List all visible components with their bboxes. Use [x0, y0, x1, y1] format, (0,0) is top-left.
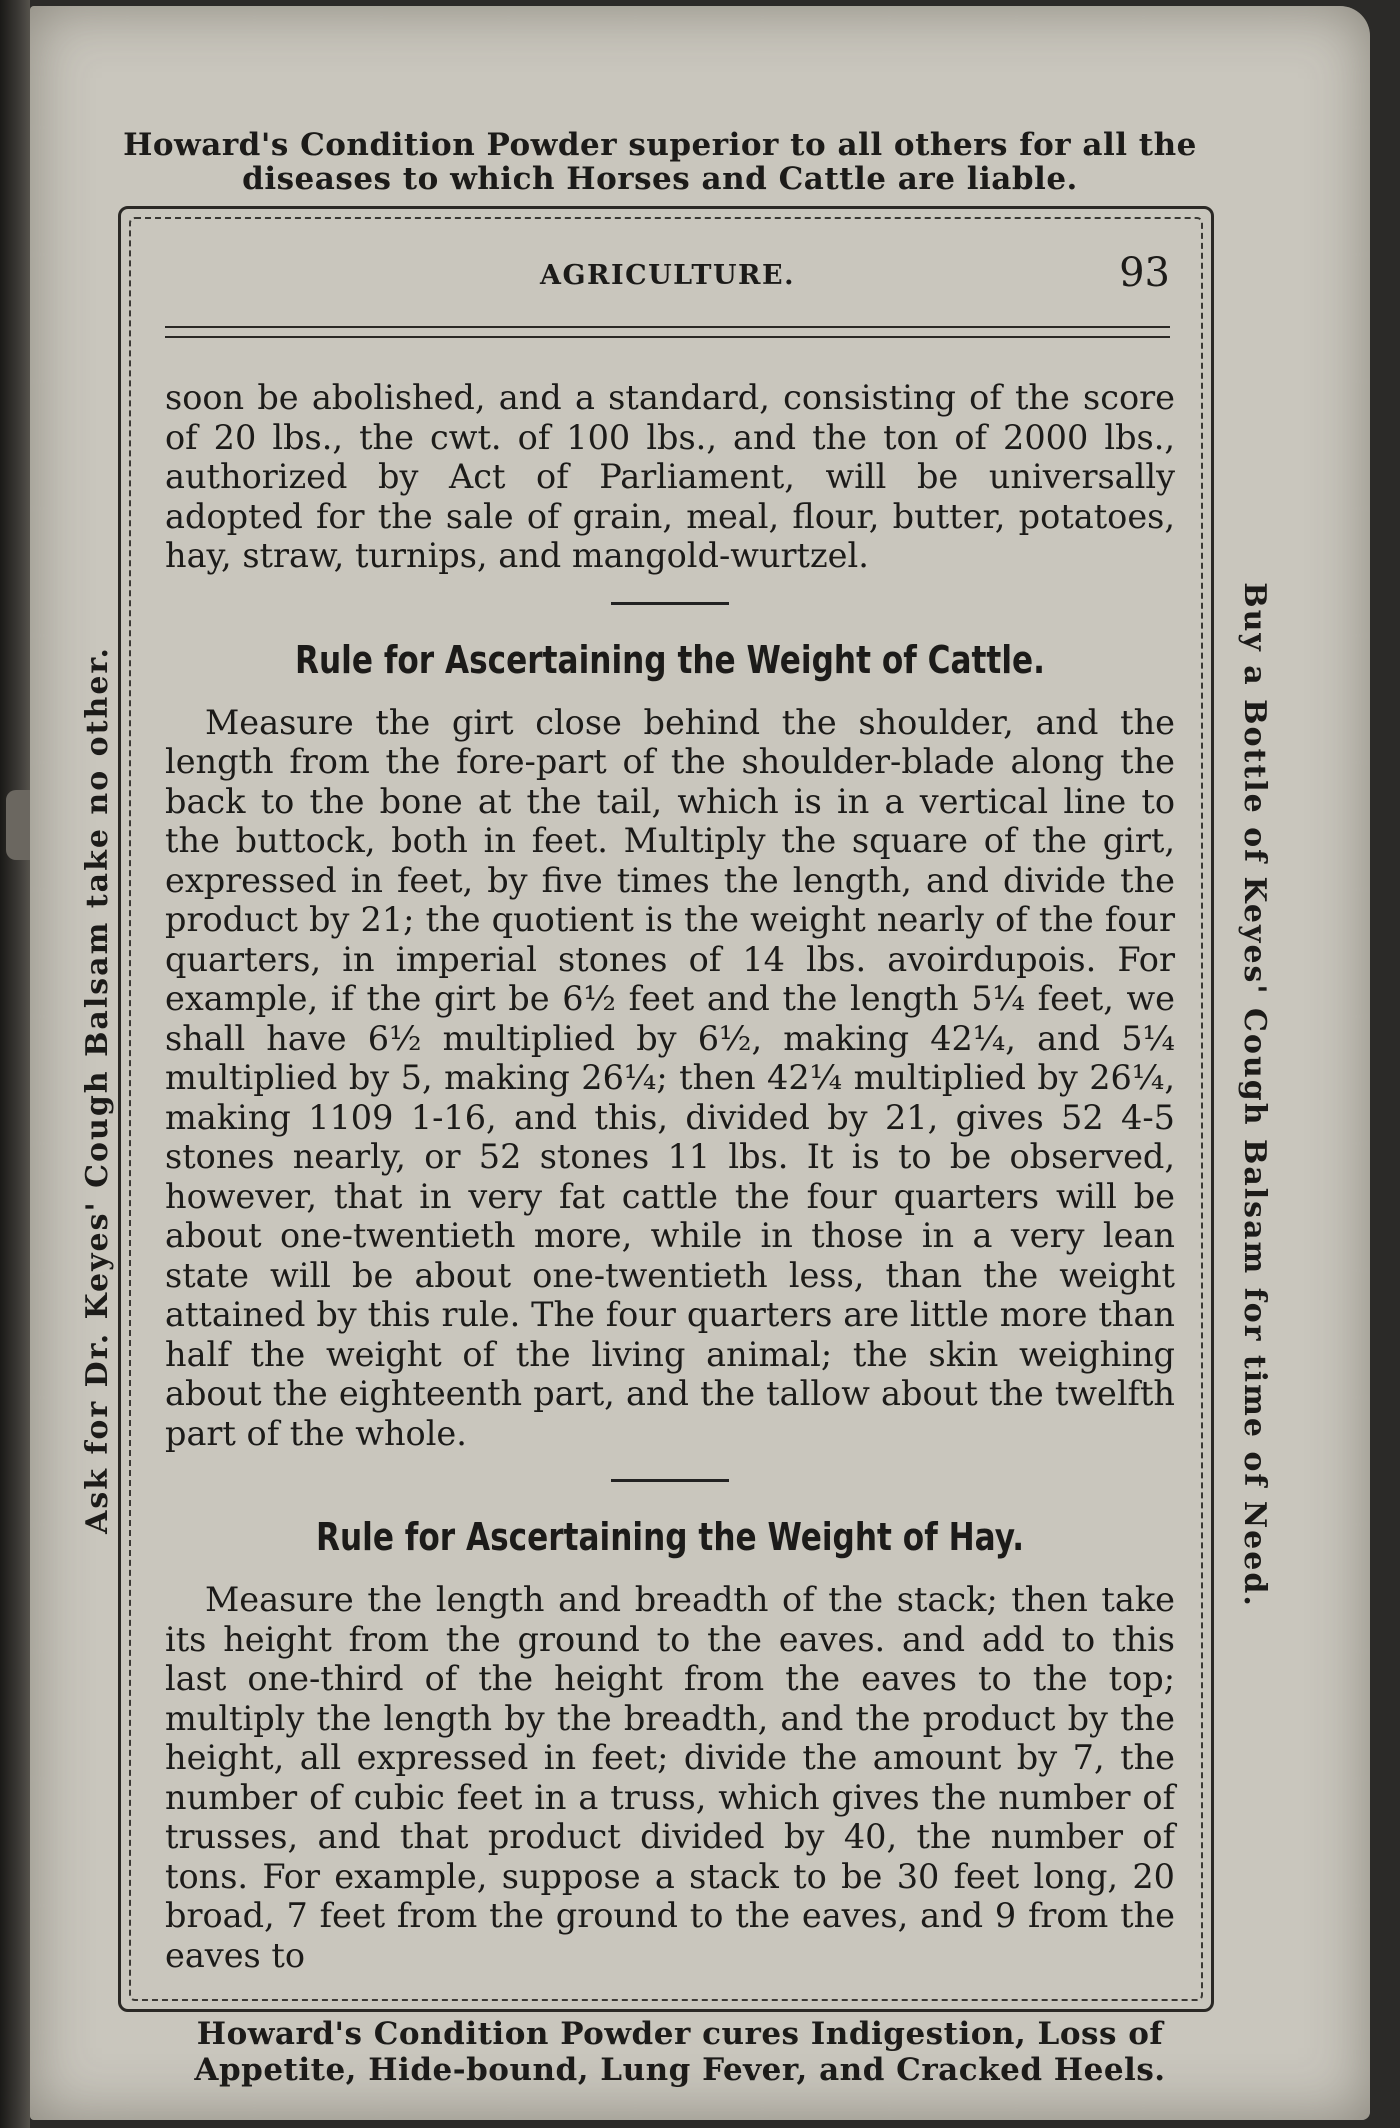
- left-advertisement-text: Ask for Dr. Keyes' Cough Balsam take no other.: [80, 646, 115, 1534]
- continuation-paragraph: soon be abolished, and a standard, consisting of the score of 20 lbs., the cwt. of 100 lbs., and the ton of 2000 lbs., authorized by Act of Parliament, will be universally adopted for the sale of grain, meal, flour, butter, potatoes, hay, straw, turnips, and mangold-wurtzel.: [165, 378, 1175, 575]
- page-number: 93: [1119, 250, 1170, 296]
- page-header: [165, 250, 1170, 310]
- page-body: [165, 378, 1175, 1975]
- section-title-hay: Rule for Ascertaining the Weight of Hay.: [315, 1515, 1025, 1559]
- section-text-hay: Measure the length and breadth of the stack; then take its height from the ground to the eaves. and add to this last one-third of the height from the eaves to the top; multiply the length by the breadth, and the product by the height, all expressed in feet; divide the amount by 7, the number of cubic feet in a truss, which gives the number of trusses, and that product divided by 40, the number of tons. For example, suppose a stack to be 30 feet long, 20 broad, 7 feet from the ground to the eaves, and 9 from the eaves to: [165, 1580, 1175, 1975]
- section-divider: [611, 602, 729, 605]
- header-double-rule: [165, 326, 1170, 338]
- bottom-advertisement: Howard's Condition Powder cures Indigestion, Loss of Appetite, Hide-bound, Lung Fever, and Cracked Heels.: [194, 2016, 1166, 2088]
- book-binding: [0, 0, 30, 2128]
- section-title-cattle: Rule for Ascertaining the Weight of Cattle.: [295, 637, 1045, 682]
- section-text-cattle: Measure the girt close behind the shoulder, and the length from the fore-part of the shoulder-blade along the back to the bone at the tail, which is in a vertical line to the buttock, both in feet. Multiply the square of the girt, expressed in feet, by five times the length, and divide the product by 21; the quotient is the weight nearly of the four quarters, in imperial stones of 14 lbs. avoirdupois. For example, if the girt be 6½ feet and the length 5¼ feet, we shall have 6½ multiplied by 6½, making 42¼, and 5¼ multiplied by 5, making 26¼; then 42¼ multiplied by 26¼, making 1109 1-16, and this, divided by 21, gives 52 4-5 stones nearly, or 52 stones 11 lbs. It is to be observed, however, that in very fat cattle the four quarters will be about one-twentieth more, while in those in a very lean state will be about one-twentieth less, than the weight attained by this rule. The four quarters are little more than half the weight of the living animal; the skin weighing about the eighteenth part, and the tallow about the twelfth part of the whole.: [165, 702, 1175, 1453]
- top-advertisement: Howard's Condition Powder superior to all others for all the diseases to which Horses and Cattle are liable.: [123, 127, 1197, 197]
- section-divider: [611, 1479, 729, 1482]
- right-advertisement-text: Buy a Bottle of Keyes' Cough Balsam for time of Need.: [1237, 582, 1272, 1608]
- running-head: AGRICULTURE.: [540, 260, 795, 291]
